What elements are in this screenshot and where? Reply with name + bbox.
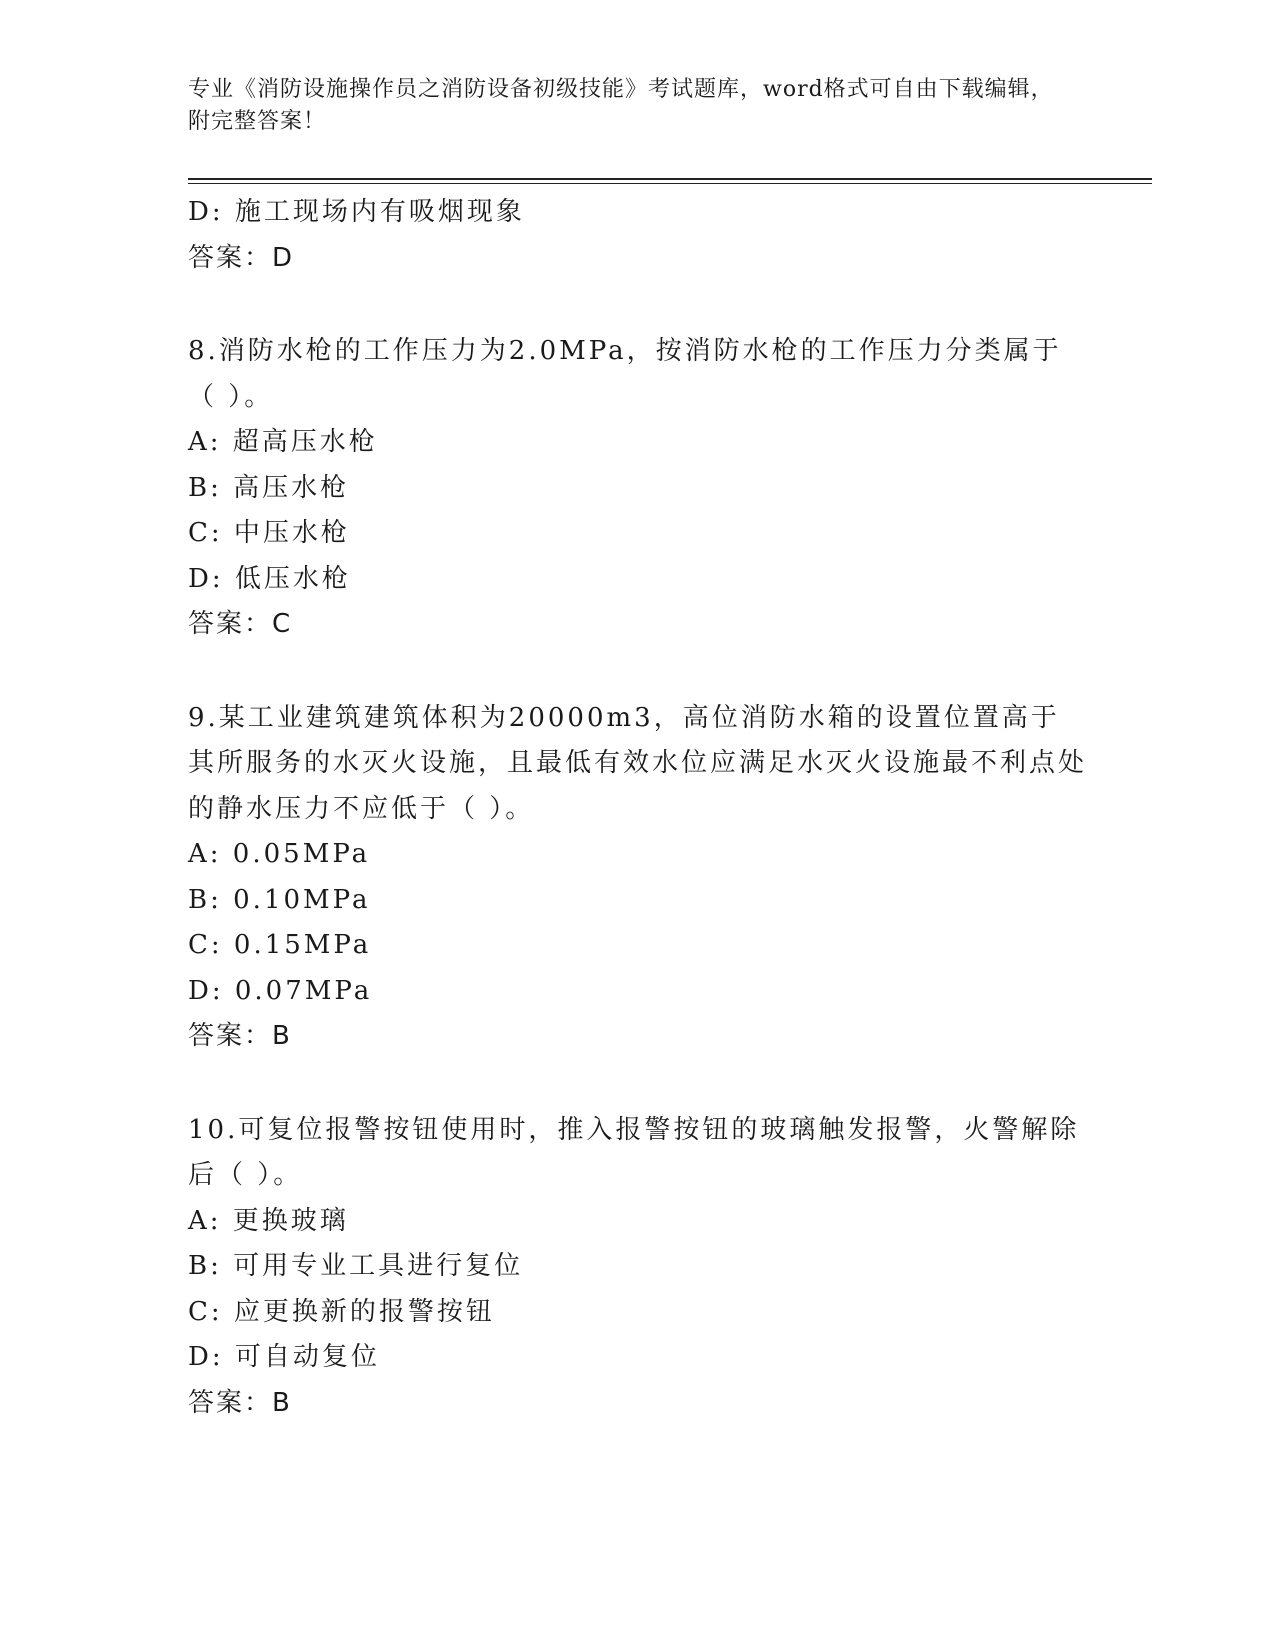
option-d: D: 施工现场内有吸烟现象 [188, 197, 525, 227]
option-a: A: 0.05MPa [188, 839, 371, 869]
option-c: C: 应更换新的报警按钮 [188, 1296, 495, 1327]
question-text: 8.消防水枪的工作压力为2.0MPa，按消防水枪的工作压力分类属于（ ）。 [188, 336, 1062, 412]
option-b: B: 高压水枪 [188, 472, 350, 503]
option-a: A: 更换玻璃 [188, 1205, 349, 1236]
answer-line: 答案：C [188, 609, 293, 639]
option-a: A: 超高压水枪 [188, 427, 378, 457]
option-d: D: 可自动复位 [188, 1342, 380, 1372]
answer-line: 答案：B [188, 1387, 292, 1418]
answer-line: 答案：B [188, 1021, 292, 1051]
option-d: D: 低压水枪 [188, 563, 351, 594]
question-text: 9.某工业建筑建筑体积为20000m3，高位消防水箱的设置位置高于其所服务的水灭火设施，且最低有效水位应满足水灭火设施最不利点处的静水压力不应低于（ ）。 [188, 702, 1088, 824]
option-c: C: 中压水枪 [188, 518, 350, 548]
option-b: B: 可用专业工具进行复位 [188, 1251, 524, 1281]
option-c: C: 0.15MPa [188, 930, 372, 960]
header-divider-thin [188, 183, 1152, 184]
page-header: 专业《消防设施操作员之消防设备初级技能》考试题库，word格式可自由下载编辑，附完整答案！ [188, 77, 1054, 134]
header-divider-thick [188, 178, 1152, 180]
question-content [188, 190, 1088, 1426]
answer-line: 答案：D [188, 242, 295, 273]
question-text: 10.可复位报警按钮使用时，推入报警按钮的玻璃触发报警，火警解除后（ ）。 [188, 1114, 1080, 1190]
option-d: D: 0.07MPa [188, 975, 373, 1006]
option-b: B: 0.10MPa [188, 884, 371, 915]
